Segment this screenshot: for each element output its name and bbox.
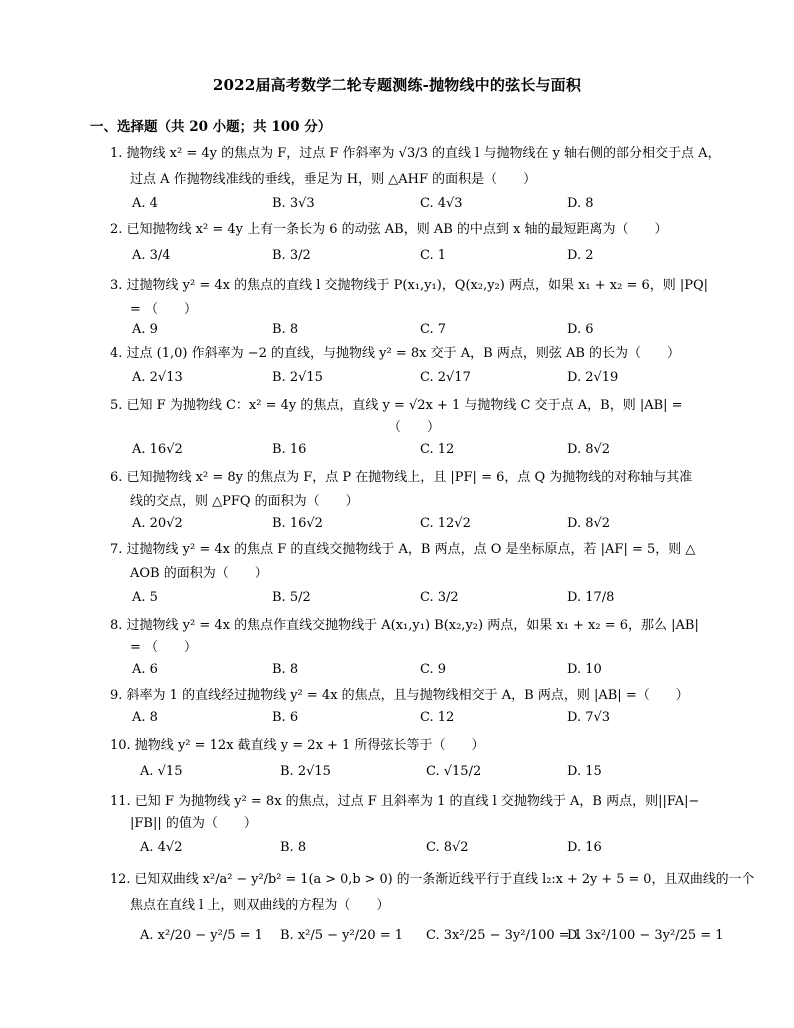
question-11-option-c[interactable]: C. 8√2 xyxy=(426,840,469,855)
question-4-option-b[interactable]: B. 2√15 xyxy=(272,370,323,385)
question-7-option-b[interactable]: B. 5/2 xyxy=(272,590,311,605)
question-11-option-d[interactable]: D. 16 xyxy=(567,840,602,855)
question-12-option-b[interactable]: B. x²/5 − y²/20 = 1 xyxy=(280,928,404,943)
page-title: 2022届高考数学二轮专题测练-抛物线中的弦长与面积 xyxy=(212,76,582,94)
question-9-option-d[interactable]: D. 7√3 xyxy=(567,710,611,725)
question-4-option-c[interactable]: C. 2√17 xyxy=(420,370,471,385)
question-4-line-1: 4. 过点 (1,0) 作斜率为 −2 的直线，与抛物线 y² = 8x 交于 A，B 两点，则弦 AB 的长为（ ） xyxy=(110,346,681,361)
question-9-option-b[interactable]: B. 6 xyxy=(272,710,299,725)
question-5-line-1: 5. 已知 F 为抛物线 C：x² = 4y 的焦点，直线 y = √2x + 1 与抛物线 C 交于点 A，B，则 |AB| = xyxy=(110,398,683,413)
question-12-line-1: 12. 已知双曲线 x²/a² − y²/b² = 1(a > 0,b > 0) 的一条渐近线平行于直线 l₂:x + 2y + 5 = 0，且双曲线的一个 xyxy=(110,872,755,887)
question-3-option-d[interactable]: D. 6 xyxy=(567,322,594,337)
question-2-option-c[interactable]: C. 1 xyxy=(420,248,447,263)
question-5-option-c[interactable]: C. 12 xyxy=(420,442,455,457)
question-6-line-1: 6. 已知抛物线 x² = 8y 的焦点为 F，点 P 在抛物线上，且 |PF| = 6，点 Q 为抛物线的对称轴与其准 xyxy=(110,470,693,485)
question-12-option-a[interactable]: A. x²/20 − y²/5 = 1 xyxy=(140,928,263,943)
question-1-option-d[interactable]: D. 8 xyxy=(567,196,594,211)
question-4-option-d[interactable]: D. 2√19 xyxy=(567,370,619,385)
question-1-line-1: 1. 抛物线 x² = 4y 的焦点为 F，过点 F 作斜率为 √3/3 的直线 l 与抛物线在 y 轴右侧的部分相交于点 A， xyxy=(110,146,721,161)
section-header: 一、选择题（共 20 小题；共 100 分） xyxy=(90,119,332,135)
question-6-option-c[interactable]: C. 12√2 xyxy=(420,516,471,531)
question-1-option-b[interactable]: B. 3√3 xyxy=(272,196,315,211)
question-8-option-b[interactable]: B. 8 xyxy=(272,662,299,677)
question-7-option-a[interactable]: A. 5 xyxy=(132,590,158,605)
question-6-option-b[interactable]: B. 16√2 xyxy=(272,516,323,531)
question-10-option-b[interactable]: B. 2√15 xyxy=(280,764,331,779)
question-7-option-c[interactable]: C. 3/2 xyxy=(420,590,459,605)
question-9-option-c[interactable]: C. 12 xyxy=(420,710,455,725)
question-5-option-b[interactable]: B. 16 xyxy=(272,442,307,457)
question-9-line-1: 9. 斜率为 1 的直线经过抛物线 y² = 4x 的焦点，且与抛物线相交于 A，B 两点，则 |AB| =（ ） xyxy=(110,688,689,703)
question-7-line-1: 7. 过抛物线 y² = 4x 的焦点 F 的直线交抛物线于 A，B 两点，点 O 是坐标原点，若 |AF| = 5，则 △ xyxy=(110,542,696,557)
question-11-option-b[interactable]: B. 8 xyxy=(280,840,307,855)
question-8-line-2: = （ ） xyxy=(130,640,198,655)
question-9-option-a[interactable]: A. 8 xyxy=(132,710,158,725)
question-1-line-2: 过点 A 作抛物线准线的垂线，垂足为 H，则 △AHF 的面积是（ ） xyxy=(130,172,537,187)
question-11-line-2: |FB|| 的值为（ ） xyxy=(130,816,257,831)
question-5-option-d[interactable]: D. 8√2 xyxy=(567,442,611,457)
question-8-option-d[interactable]: D. 10 xyxy=(567,662,602,677)
question-2-option-b[interactable]: B. 3/2 xyxy=(272,248,311,263)
question-11-line-1: 11. 已知 F 为抛物线 y² = 8x 的焦点，过点 F 且斜率为 1 的直线 l 交抛物线于 A，B 两点，则||FA|− xyxy=(110,794,700,809)
question-4-option-a[interactable]: A. 2√13 xyxy=(132,370,183,385)
question-3-option-c[interactable]: C. 7 xyxy=(420,322,447,337)
question-6-option-a[interactable]: A. 20√2 xyxy=(132,516,183,531)
question-7-line-2: AOB 的面积为（ ） xyxy=(130,566,268,581)
question-7-option-d[interactable]: D. 17/8 xyxy=(567,590,615,605)
question-5-line-2: （ ） xyxy=(388,420,441,435)
question-10-option-a[interactable]: A. √15 xyxy=(140,764,183,779)
question-3-option-b[interactable]: B. 8 xyxy=(272,322,299,337)
question-1-option-a[interactable]: A. 4 xyxy=(132,196,158,211)
question-2-option-a[interactable]: A. 3/4 xyxy=(132,248,171,263)
question-8-line-1: 8. 过抛物线 y² = 4x 的焦点作直线交抛物线于 A(x₁,y₁) B(x₂,y₂) 两点，如果 x₁ + x₂ = 6，那么 |AB| xyxy=(110,618,699,633)
question-2-option-d[interactable]: D. 2 xyxy=(567,248,594,263)
question-8-option-c[interactable]: C. 9 xyxy=(420,662,447,677)
question-5-option-a[interactable]: A. 16√2 xyxy=(132,442,183,457)
question-10-option-d[interactable]: D. 15 xyxy=(567,764,602,779)
question-8-option-a[interactable]: A. 6 xyxy=(132,662,158,677)
question-11-option-a[interactable]: A. 4√2 xyxy=(140,840,183,855)
question-2-line-1: 2. 已知抛物线 x² = 4y 上有一条长为 6 的动弦 AB，则 AB 的中点到 x 轴的最短距离为（ ） xyxy=(110,222,668,237)
question-12-option-d[interactable]: D. 3x²/100 − 3y²/25 = 1 xyxy=(567,928,724,943)
question-3-line-1: 3. 过抛物线 y² = 4x 的焦点的直线 l 交抛物线于 P(x₁,y₁)，Q(x₂,y₂) 两点，如果 x₁ + x₂ = 6，则 |PQ| xyxy=(110,278,709,293)
question-3-line-2: = （ ） xyxy=(130,302,198,317)
question-10-line-1: 10. 抛物线 y² = 12x 截直线 y = 2x + 1 所得弦长等于（ ） xyxy=(110,738,485,753)
question-1-option-c[interactable]: C. 4√3 xyxy=(420,196,463,211)
question-6-line-2: 线的交点，则 △PFQ 的面积为（ ） xyxy=(130,494,359,509)
question-3-option-a[interactable]: A. 9 xyxy=(132,322,158,337)
question-10-option-c[interactable]: C. √15/2 xyxy=(426,764,482,779)
question-12-line-2: 焦点在直线 l 上，则双曲线的方程为（ ） xyxy=(130,898,390,913)
question-12-option-c[interactable]: C. 3x²/25 − 3y²/100 = 1 xyxy=(426,928,583,943)
question-6-option-d[interactable]: D. 8√2 xyxy=(567,516,611,531)
